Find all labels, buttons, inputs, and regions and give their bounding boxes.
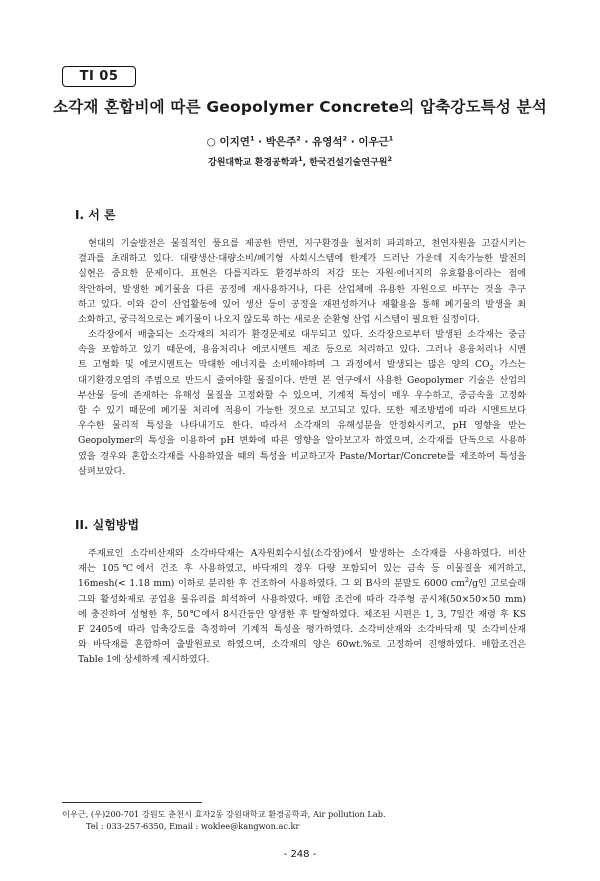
text-line: 와 바닥재를 혼합하여 출발원료로 하였으며, 소각재의 양은 60wt.%로 고정하여 진행하였다. 배합조건은 (78, 639, 526, 651)
author-4-affil: 1 (388, 134, 394, 143)
intro-paragraph-2 (78, 327, 526, 479)
paper-title: 소각재 혼합비에 따른 Geopolymer Concrete의 압축강도특성 분석 (53, 98, 547, 116)
author-separator: · (350, 136, 355, 148)
text-line: 실현은 중요한 문제이다. 표현은 다를지라도 환경부하의 저감 또는 자원·에너지의 유효활용이라는 점에 (78, 268, 526, 280)
text-line: 현대의 기술발전은 물질적인 풍요를 제공한 반면, 지구환경을 철저히 파괴하고, 천연자원을 고갈시키는 (88, 238, 526, 249)
text-line: F 2405에 따라 압축강도를 측정하여 기계적 특성을 평가하였다. 소각비산재와 소각바닥재 및 소각비산재 (78, 624, 526, 636)
unit-superscript: 2 (464, 576, 470, 585)
affiliations (0, 155, 600, 168)
text-line: 결과를 초래하고 있다. 대량생산·대량소비/폐기형 사회시스템에 한계가 드러난 가운데 지속가능한 발전의 (78, 253, 526, 265)
text-line: 였을 경우와 혼합소각재를 사용하였을 때의 특성을 비교하고자 Paste/Mortar/Concrete를 제조하여 특성을 (78, 450, 526, 462)
text-segment: /g인 고로슬래 (469, 578, 526, 590)
footnote-contact: Tel : 033-257-6350, Email : woklee@kangwon.ac.kr (86, 820, 300, 831)
text-line: 소화하고, 궁극적으로는 폐기물이 나오지 않도록 하는 새로운 순환형 산업 시스템이 필요한 실정이다. (78, 314, 480, 326)
author-2: 박은주 (265, 136, 297, 148)
text-line-unit (78, 576, 526, 591)
author-3-affil: 2 (342, 134, 348, 143)
author-2-affil: 2 (296, 134, 301, 143)
methods-paragraph (78, 546, 526, 668)
author-4: 이우근 (358, 136, 389, 148)
affiliation-2: 한국건설기술연구원 (309, 158, 388, 168)
text-line: 착안하여, 발생한 폐기물을 다른 공정에 재사용하거나, 다른 산업체에 유용한 자원으로 바꾸는 것을 추구 (78, 283, 526, 295)
text-segment: 16mesh(< 1.18 mm) 이하로 분리한 후 건조하여 사용하였다. 그 외 B사의 분말도 6000 cm (78, 578, 465, 590)
author-list (0, 134, 600, 149)
author-3: 유영석 (312, 136, 343, 148)
intro-paragraph-1 (78, 236, 526, 327)
text-line-co2 (78, 357, 526, 372)
affiliation-1: 강원대학교 환경공학과 (208, 158, 299, 168)
section-heading-methods: II. 실험방법 (75, 518, 140, 532)
text-line: 소각장에서 배출되는 소각재의 처리가 환경문제로 대두되고 있다. 소각장으로부터 발생된 소각재는 중금 (88, 329, 526, 340)
text-line: 에 충진하여 성형한 후, 50℃에서 8시간동안 양생한 후 탈형하였다. 제조된 시편은 1, 3, 7일간 재령 후 KS (78, 608, 526, 620)
text-line: 속을 포함하고 있기 때문에, 용융처리나 에코시멘트 제조 등으로 처리하고 있다. 그러나 용융처리나 시멘 (78, 344, 526, 356)
author-1: 이지연 (219, 136, 250, 148)
affiliation-1-mark: 1 (298, 155, 303, 163)
section-heading-introduction: I. 서 론 (75, 208, 116, 222)
text-line: 하고 있다. 이와 같이 산업활동에 있어 생산 등이 공정을 재편성하거나 재활용을 통해 폐기물의 발생을 최 (78, 298, 526, 310)
text-line: 재는 105℃에서 건조 후 사용하였고, 바닥재의 경우 다량 포함되어 있는 금속 등 이물질을 제거하고, (78, 563, 526, 575)
co2-subscript: 2 (489, 364, 494, 373)
text-segment: 가스는 (493, 359, 526, 371)
session-badge: TI 05 (62, 66, 136, 87)
page-number: - 248 - (283, 849, 317, 860)
text-line: 주재료인 소각비산재와 소각바닥재는 A자원회수시설(소각장)에서 발생하는 소각재를 사용하였다. 비산 (88, 548, 526, 559)
presenter-mark: ○ (206, 136, 216, 148)
text-line: 살펴보았다. (78, 465, 126, 477)
footnote-rule (62, 802, 202, 803)
author-1-affil: 1 (249, 134, 255, 143)
text-line: Geopolymer의 특성을 이용하여 pH 변화에 따른 영향을 알아보고자 하였으며, 소각재를 단독으로 사용하 (78, 435, 526, 447)
text-line: 부산물 등에 존재하는 유해성 물질을 고정화할 수 있으며, 기계적 특성이 매우 우수하고, 중금속을 고정화 (78, 389, 526, 401)
affiliation-2-mark: 2 (387, 155, 392, 163)
text-line: Table 1에 상세하게 제시하였다. (78, 654, 210, 666)
text-line: 그와 활성화제로 공업용 물유리를 희석하여 사용하였다. 배합 조건에 따라 각주형 공시체(50×50×50 mm) (78, 593, 526, 605)
text-line: 할 수 있기 때문에 폐기물 처리에 적용이 가능한 것으로 보고되고 있다. 또한 제조방법에 따라 시멘트보다 (78, 405, 526, 417)
author-separator: · (304, 136, 309, 148)
author-separator: · (258, 136, 263, 148)
text-line: 대기환경오염의 주범으로 반드시 줄여야할 물질이다. 반면 본 연구에서 사용한 Geopolymer 기술은 산업의 (78, 374, 526, 386)
affiliation-comma: , (302, 158, 307, 168)
text-line: 우수한 물리적 특성을 나타내기도 한다. 따라서 소각재의 유해성분을 안정화시키고, pH 영향을 받는 (78, 420, 526, 432)
footnote-address: 이우근, (우)200-701 강원도 춘천시 효자2동 강원대학교 환경공학과, Air pollution Lab. (62, 809, 386, 819)
text-segment: 트 고형화 및 에코시멘트는 막대한 에너지를 소비해야하며 그 과정에서 발생되는 많은 양의 CO (78, 359, 490, 371)
footnote (62, 809, 542, 832)
